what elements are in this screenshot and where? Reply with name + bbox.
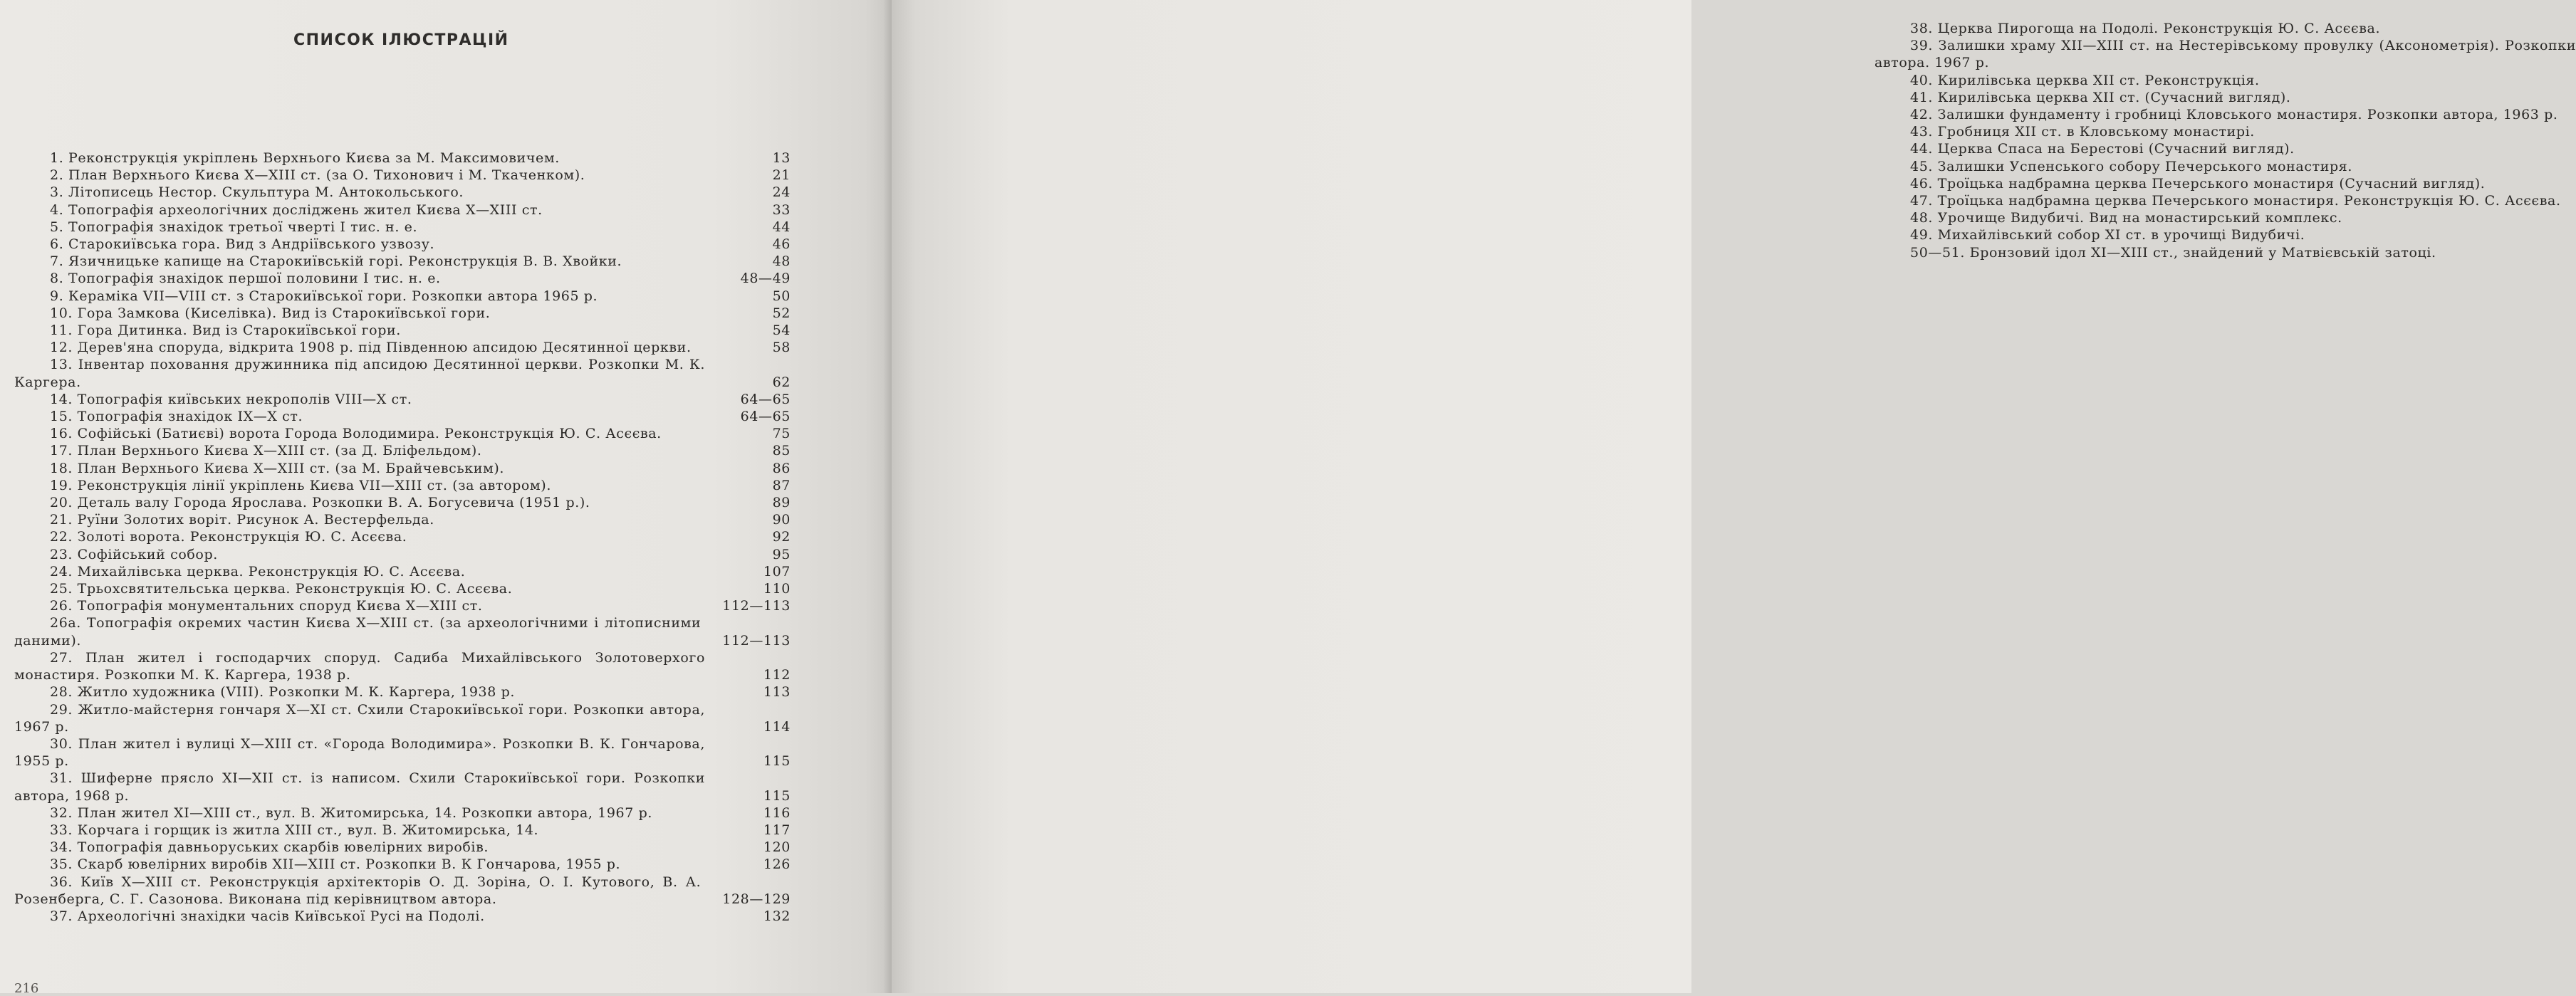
list-item-caption: План Верхнього Києва X—XIII ст. (за М. Брайчевським). [77,460,505,476]
list-item [14,305,791,322]
list-item-text [14,683,726,701]
list-item [1874,226,2576,243]
list-item-page: 24 [772,184,791,201]
list-item-page: 132 [763,908,791,924]
list-item-number: 23. [50,546,73,562]
list-item [14,563,791,580]
list-item-text [14,391,726,408]
list-item [14,839,791,856]
list-item [14,270,791,287]
list-item-text [14,339,726,356]
list-item-page: 95 [772,546,791,562]
list-item-page: 126 [763,856,791,873]
page-title: СПИСОК ІЛЮСТРАЦІЙ [293,31,509,49]
list-item-text [14,908,726,925]
list-item-caption: Київ X—XIII ст. Реконструкція архітекторів О. Д. Зоріна, О. І. Кутового, В. А. Розенберга, С. Г. Сазонова. Виконана під керівництвом автора. [14,874,702,907]
list-item-page: 112—113 [722,632,791,649]
list-item-number: 32. [50,804,73,821]
list-item [1874,244,2576,261]
list-item [14,425,791,442]
list-item-number: 10. [50,305,73,321]
list-item-caption: Бронзовий ідол XI—XIII ст., знайдений у Матвієвській затоці. [1969,244,2436,261]
list-item-number: 49. [1910,227,1934,243]
list-item-number: 37. [50,908,73,924]
list-item-caption: Корчага і горщик із житла XIII ст., вул. В. Житомирська, 14. [77,822,539,838]
list-item-text [1874,72,2576,89]
list-item [1874,175,2576,192]
list-item [14,701,791,735]
list-item-number: 44. [1910,141,1934,157]
list-item-caption: Топографія знахідок IX—X ст. [77,409,303,425]
list-item-text [1874,226,2576,243]
list-item-text [1874,89,2576,106]
list-item-caption: Інвентар поховання дружинника під апсидою Десятинної церкви. Розкопки М. К. Каргера. [14,357,706,390]
list-item-number: 27. [50,649,73,666]
list-item-caption: Шиферне прясло XI—XII ст. із написом. Схили Старокиївської гори. Розкопки автора, 1968 р. [14,770,706,804]
list-item [14,511,791,528]
right-page [892,0,2576,993]
list-item-caption: Троїцька надбрамна церква Печерського монастиря (Сучасний вигляд). [1937,175,2486,192]
list-item [14,874,791,908]
list-item-page: 54 [772,323,791,339]
list-item [14,150,791,167]
list-item [1874,20,2576,37]
list-item [1874,72,2576,89]
list-item [14,580,791,597]
list-item [14,322,791,339]
list-item-caption: Залишки Успенського собору Печерського монастиря. [1937,158,2352,174]
list-item-caption: План Верхнього Києва X—XIII ст. (за Д. Бліфельдом). [77,443,482,459]
list-item [14,477,791,494]
list-item-caption: Михайлівська церква. Реконструкція Ю. С. Асєєва. [77,563,466,580]
list-item-text [14,528,726,545]
list-item-number: 18. [50,460,73,476]
list-item-text [14,442,726,459]
list-item-caption: Гора Замкова (Киселівка). Вид із Старокиївської гори. [77,305,491,321]
list-item-page: 13 [772,150,791,166]
list-item [1874,158,2576,175]
list-item-text [14,425,726,442]
list-item-text [14,580,726,597]
list-item-number: 22. [50,529,73,545]
list-item [14,683,791,701]
list-item-number: 33. [50,822,73,838]
list-item [14,614,791,649]
list-item-text [14,856,726,873]
list-item-page: 48 [772,253,791,270]
list-item-number: 4. [50,201,64,218]
list-item-page: 110 [763,581,791,597]
list-item [14,408,791,425]
list-item-caption: Троїцька надбрамна церква Печерського монастиря. Реконструкція Ю. С. Асєєва. [1937,193,2561,209]
list-item-caption: Топографія знахідок першої половини I тис. н. е. [68,271,441,287]
list-item [14,201,791,219]
list-item-text [14,494,726,511]
list-item-number: 25. [50,581,73,597]
list-item-caption: Михайлівський собор XI ст. в урочищі Видубичі. [1937,227,2305,243]
list-item-number: 26а. [50,615,81,631]
list-item-page: 90 [772,512,791,528]
list-item [14,908,791,925]
list-item-page: 112—113 [722,598,791,614]
list-item-page: 89 [772,495,791,511]
list-item-text [14,770,726,804]
list-item-page: 87 [772,477,791,493]
list-item-text [14,874,722,908]
list-item-text [14,408,726,425]
list-item-text [14,236,726,253]
list-item-number: 8. [50,271,64,287]
list-item-number: 15. [50,409,73,425]
list-item-page: 44 [772,219,791,235]
list-item-number: 20. [50,495,73,511]
list-item-caption: Софійський собор. [77,546,218,562]
list-item-page: 62 [772,374,791,390]
list-item-text [14,546,726,563]
list-item-page: 112 [763,667,791,683]
list-item [14,253,791,270]
list-item-text [1874,20,2576,37]
list-item-page: 115 [763,787,791,804]
list-item-text [14,563,726,580]
list-item-text [14,219,726,236]
list-item [14,184,791,201]
list-item-text [14,735,726,770]
list-item-number: 31. [50,770,73,787]
list-item-text [1874,244,2576,261]
list-item-number: 29. [50,701,73,718]
list-item-page: 120 [763,839,791,856]
list-item-page: 92 [772,529,791,545]
list-item-text [14,270,726,287]
list-item-text [14,184,726,201]
list-item-caption: Софійські (Батиєві) ворота Города Володимира. Реконструкція Ю. С. Асєєва. [77,426,662,442]
list-item-number: 48. [1910,210,1934,226]
list-item [14,649,791,683]
list-item [14,356,791,390]
list-item-number: 21. [50,512,73,528]
list-item-number: 45. [1910,158,1934,174]
list-item-number: 24. [50,563,73,580]
list-item-text [14,511,726,528]
list-item-caption: Язичницьке капище на Старокиївській горі. Реконструкція В. В. Хвойки. [68,253,622,270]
list-item-number: 28. [50,684,73,701]
list-item-text [1874,209,2576,226]
list-item-caption: Житло художника (VIII). Розкопки М. К. Каргера, 1938 р. [77,684,515,701]
list-item-caption: Топографія археологічних досліджень жител Києва X—XIII ст. [68,201,543,218]
list-item-number: 6. [50,236,64,253]
list-item-number: 2. [50,167,64,184]
list-item-page: 113 [763,684,791,701]
list-item-page: 58 [772,340,791,356]
list-item-number: 26. [50,598,73,614]
list-item-page: 86 [772,460,791,476]
list-item-text [14,288,726,305]
list-item-caption: Деталь валу Города Ярослава. Розкопки В. А. Богусевича (1951 р.). [77,495,590,511]
list-item-page: 64—65 [740,391,791,407]
list-item-text [14,839,726,856]
list-item-number: 16. [50,426,73,442]
list-item-text [14,167,726,184]
list-item-number: 19. [50,477,73,493]
list-item-text [14,649,726,683]
list-item-text [1874,158,2576,175]
list-item [1874,192,2576,209]
list-item-number: 47. [1910,193,1934,209]
list-item-number: 36. [50,874,73,890]
list-item-caption: Археологічні знахідки часів Київської Русі на Подолі. [77,908,485,924]
list-item [1874,140,2576,157]
list-item-text [14,701,726,735]
list-item-page: 107 [763,563,791,580]
list-item-caption: Реконструкція укріплень Верхнього Києва за М. Максимовичем. [68,150,560,166]
list-item-number: 12. [50,340,73,356]
list-item-caption: Топографія монументальних споруд Києва X—XIII ст. [77,598,483,614]
list-item-number: 46. [1910,175,1934,192]
list-item-page: 52 [772,305,791,321]
list-item [1874,89,2576,106]
list-item [1874,123,2576,140]
list-item-text [14,597,722,614]
list-item-caption: Літописець Нестор. Скульптура М. Антокольського. [68,184,464,201]
list-item [14,167,791,184]
illustrations-list-right [1874,20,2576,261]
list-item-caption: Руїни Золотих воріт. Рисунок А. Вестерфельда. [77,512,434,528]
list-item-page: 85 [772,443,791,459]
list-item-text [14,150,726,167]
list-item-caption: Дерев'яна споруда, відкрита 1908 р. під Південною апсидою Десятинної церкви. [77,340,692,356]
list-item-caption: Старокиївська гора. Вид з Андріївського узвозу. [68,236,435,253]
list-item-number: 7. [50,253,64,270]
list-item-caption: Кераміка VII—VIII ст. з Старокиївської гори. Розкопки автора 1965 р. [68,288,598,304]
list-item-caption: Реконструкція лінії укріплень Києва VII—XIII ст. (за автором). [77,477,551,493]
list-item-caption: Топографія давньоруських скарбів ювелірних виробів. [77,839,489,856]
list-item-number: 43. [1910,124,1934,140]
list-item-text [1874,192,2576,209]
list-item-page: 50 [772,288,791,304]
list-item-page: 115 [763,753,791,770]
list-item-caption: Топографія знахідок третьої чверті I тис. н. е. [68,219,418,235]
list-item-page: 21 [772,167,791,184]
list-item-caption: Трьохсвятительська церква. Реконструкція Ю. С. Асєєва. [77,581,513,597]
list-item-text [14,804,726,822]
list-item [14,442,791,459]
list-item [14,219,791,236]
list-item-caption: План Верхнього Києва X—XIII ст. (за О. Тихонович і М. Ткаченком). [68,167,585,184]
page-number: 216 [14,981,39,996]
list-item-caption: Топографія київських некрополів VIII—X ст. [77,391,412,407]
list-item-caption: Церква Пирогоща на Подолі. Реконструкція Ю. С. Асєєва. [1937,21,2381,36]
list-item-number: 1. [50,150,64,166]
list-item-number: 40. [1910,72,1934,88]
list-item-caption: План жител XI—XIII ст., вул. В. Житомирська, 14. Розкопки автора, 1967 р. [77,804,652,821]
list-item-page: 33 [772,201,791,218]
list-item-number: 41. [1910,89,1934,105]
list-item-number: 3. [50,184,64,201]
list-item-caption: Кирилівська церква XII ст. (Сучасний вигляд). [1937,89,2291,105]
list-item-number: 17. [50,443,73,459]
list-item [1874,37,2576,71]
list-item-caption: Золоті ворота. Реконструкція Ю. С. Асєєва. [77,529,407,545]
list-item-page: 114 [763,718,791,735]
list-item-caption: Урочище Видубичі. Вид на монастирський комплекс. [1937,210,2342,226]
list-item-caption: Залишки фундаменту і гробниці Кловського монастиря. Розкопки автора, 1963 р. [1937,107,2558,123]
list-item-number: 35. [50,856,73,873]
list-item-page: 117 [763,822,791,838]
list-item-caption: Кирилівська церква XII ст. Реконструкція. [1937,72,2260,88]
list-item-caption: Житло-майстерня гончаря X—XI ст. Схили Старокиївської гори. Розкопки автора, 1967 р. [14,701,706,735]
list-item [14,391,791,408]
list-item [14,822,791,839]
list-item-caption: Гора Дитинка. Вид із Старокиївської гори. [77,323,401,339]
list-item-text [1874,123,2576,140]
list-item [1874,106,2576,123]
list-item-number: 13. [50,357,73,373]
list-item-page: 64—65 [740,409,791,425]
list-item [14,735,791,770]
list-item-number: 5. [50,219,64,235]
list-item-page: 128—129 [722,891,791,907]
list-item [14,546,791,563]
list-item [14,288,791,305]
list-item-text [14,253,726,270]
list-item-caption: Залишки храму XII—XIII ст. на Нестерівському провулку (Аксонометрія). Розкопки автора. 1967 р. [1874,38,2576,71]
list-item-caption: План жител і господарчих споруд. Садиба Михайлівського Золотоверхого монастиря. Розкопки М. К. Каргера, 1938 р. [14,649,705,683]
list-item-text [14,356,726,390]
list-item-text [1874,140,2576,157]
list-item-text [14,201,726,219]
list-item [14,339,791,356]
list-item-caption: Топографія окремих частин Києва X—XIII ст. (за археологічними і літописними даними). [14,615,702,649]
list-item-number: 50—51. [1910,244,1965,261]
list-item-number: 38. [1910,21,1934,36]
list-item-page: 48—49 [740,271,791,287]
list-item [14,597,791,614]
list-item-text [1874,37,2576,71]
list-item-caption: План жител і вулиці X—XIII ст. «Города Володимира». Розкопки В. К. Гончарова, 1955 р. [14,735,705,770]
left-page [0,0,892,996]
list-item [14,528,791,545]
list-item-page: 46 [772,236,791,253]
list-item-text [14,305,726,322]
list-item-text [14,822,726,839]
list-item-number: 34. [50,839,73,856]
list-item-number: 11. [50,323,73,339]
list-item-number: 9. [50,288,64,304]
list-item-number: 14. [50,391,73,407]
list-item-number: 39. [1910,38,1934,54]
illustrations-list-left [14,150,791,925]
list-item-text [1874,175,2576,192]
list-item [14,856,791,873]
list-item-text [14,322,726,339]
list-item [14,494,791,511]
list-item-page: 116 [763,804,791,821]
list-item [14,236,791,253]
list-item [14,804,791,822]
list-item-page: 75 [772,426,791,442]
list-item-text [14,460,726,477]
list-item-number: 42. [1910,107,1934,123]
list-item [14,770,791,804]
list-item-caption: Гробниця XII ст. в Кловському монастирі. [1937,124,2255,140]
list-item-text [14,477,726,494]
list-item-caption: Церква Спаса на Берестові (Сучасний вигляд). [1937,141,2295,157]
list-item-text [1874,106,2576,123]
list-item [14,460,791,477]
list-item-number: 30. [50,735,73,752]
list-item-text [14,614,722,649]
list-item [1874,209,2576,226]
list-item-caption: Скарб ювелірних виробів XII—XIII ст. Розкопки В. К Гончарова, 1955 р. [77,856,621,873]
